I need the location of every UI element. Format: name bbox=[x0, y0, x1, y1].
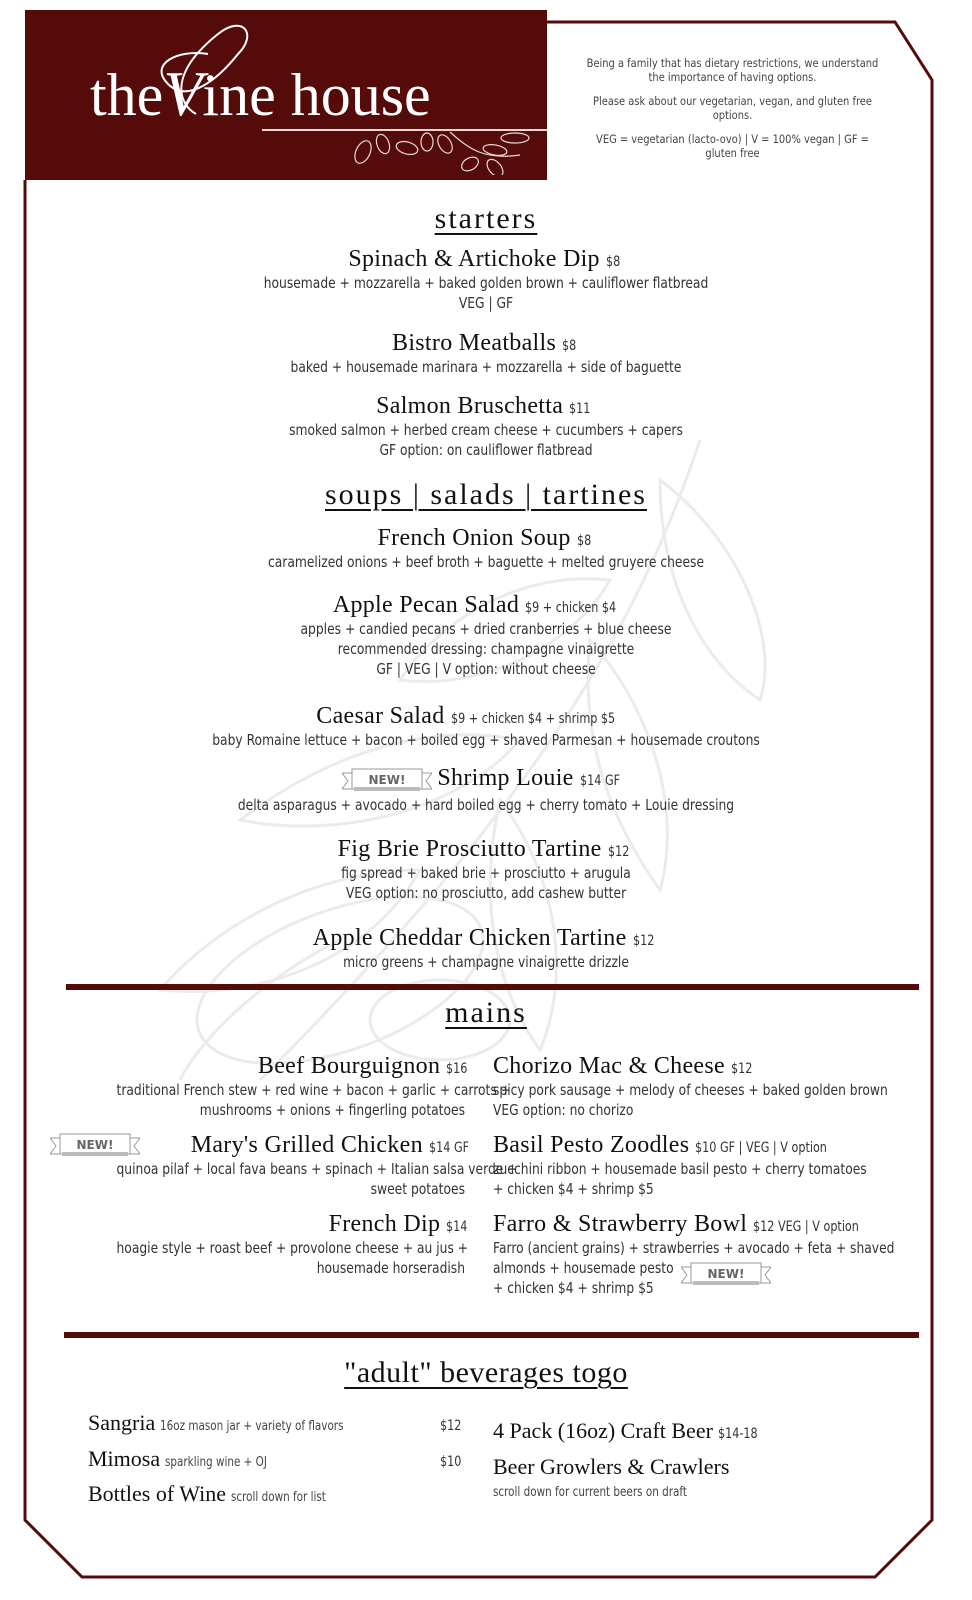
section-title-beverages: "adult" beverages togo bbox=[344, 1356, 628, 1389]
menu-item bbox=[0, 330, 972, 377]
item-price: $12 VEG | V option bbox=[753, 1219, 860, 1235]
item-name: French Onion Soup bbox=[377, 525, 571, 551]
item-price: $14 bbox=[446, 1219, 468, 1235]
item-desc: almonds + housemade pesto bbox=[493, 1259, 674, 1277]
item-desc: zucchini ribbon + housemade basil pesto + cherry tomatoes bbox=[493, 1160, 867, 1178]
menu-item bbox=[493, 1211, 933, 1298]
beverage-item bbox=[88, 1446, 293, 1472]
item-price: $16 bbox=[446, 1061, 468, 1077]
item-price: $8 bbox=[605, 254, 621, 270]
item-price: $10 GF | VEG | V option bbox=[695, 1140, 828, 1156]
beverage-name: Beer Growlers & Crawlers bbox=[493, 1454, 730, 1479]
new-ribbon-icon bbox=[50, 1132, 140, 1160]
item-desc: baked + housemade marinara + mozzarella + side of baguette bbox=[290, 358, 682, 376]
svg-text:NEW!: NEW! bbox=[76, 1138, 114, 1152]
item-desc: hoagie style + roast beef + provolone cheese + au jus + bbox=[116, 1239, 469, 1257]
menu-item bbox=[40, 1132, 518, 1199]
logo-text-vinehouse: ine house bbox=[202, 62, 431, 128]
new-ribbon-icon bbox=[342, 767, 432, 795]
svg-text:NEW!: NEW! bbox=[368, 772, 406, 787]
new-badge bbox=[681, 1261, 771, 1289]
logo-swash-icon bbox=[148, 14, 268, 124]
intro-family-note: Being a family that has dietary restrictions, we understand the importance of having options. bbox=[586, 56, 879, 84]
item-tags: GF | VEG | V option: without cheese bbox=[376, 660, 596, 678]
item-option: VEG option: no prosciutto, add cashew butter bbox=[345, 884, 627, 902]
menu-item bbox=[493, 1132, 933, 1199]
item-price: $14 GF bbox=[428, 1140, 469, 1156]
menu-item bbox=[40, 1053, 511, 1120]
beverages-section bbox=[0, 1356, 972, 1390]
beverage-name: Mimosa bbox=[88, 1446, 161, 1471]
dietary-legend: VEG = vegetarian (lacto-ovo) | V = 100% vegan | GF = gluten free bbox=[596, 132, 869, 160]
item-desc: micro greens + champagne vinaigrette drizzle bbox=[343, 953, 629, 971]
menu-item bbox=[0, 525, 972, 572]
item-name: French Dip bbox=[328, 1211, 441, 1237]
menu-item bbox=[0, 592, 972, 679]
item-desc: fig spread + baked brie + prosciutto + arugula bbox=[341, 864, 631, 882]
beverage-name: Sangria bbox=[88, 1410, 156, 1435]
item-desc: sweet potatoes bbox=[370, 1180, 465, 1198]
new-badge bbox=[342, 767, 432, 795]
item-desc: baby Romaine lettuce + bacon + boiled egg + shaved Parmesan + housemade croutons bbox=[212, 731, 760, 749]
item-price: $9 + chicken $4 + shrimp $5 bbox=[450, 711, 615, 727]
beverage-name: Bottles of Wine bbox=[88, 1481, 227, 1506]
item-addons: + chicken $4 + shrimp $5 bbox=[493, 1279, 654, 1297]
item-name: Shrimp Louie bbox=[437, 765, 574, 791]
item-price: $12 bbox=[632, 933, 654, 949]
beverage-price: $12 bbox=[440, 1418, 462, 1434]
menu-item bbox=[40, 1211, 469, 1278]
item-desc: mushrooms + onions + fingerling potatoes bbox=[199, 1101, 466, 1119]
vine-leaves-icon bbox=[345, 130, 535, 175]
item-name: Spinach & Artichoke Dip bbox=[348, 246, 600, 272]
item-price: $9 + chicken $4 bbox=[525, 600, 617, 616]
item-option: GF option: on cauliflower flatbread bbox=[379, 441, 593, 459]
item-name: Fig Brie Prosciutto Tartine bbox=[337, 836, 602, 862]
item-name: Mary's Grilled Chicken bbox=[190, 1132, 423, 1158]
logo-text-the: the bbox=[90, 62, 164, 128]
svg-text:NEW!: NEW! bbox=[707, 1267, 745, 1281]
menu-item bbox=[0, 393, 972, 460]
item-name: Beef Bourguignon bbox=[257, 1053, 441, 1079]
item-price: $14 GF bbox=[579, 773, 620, 789]
beverage-item bbox=[88, 1481, 350, 1507]
beverage-price: $14-18 bbox=[718, 1426, 758, 1442]
item-price: $12 bbox=[730, 1061, 753, 1077]
mains-left-column bbox=[40, 1053, 518, 1290]
item-desc: housemade + mozzarella + baked golden brown + cauliflower flatbread bbox=[263, 274, 709, 292]
item-tags: VEG | GF bbox=[458, 294, 514, 312]
section-divider bbox=[64, 1332, 919, 1338]
item-name: Apple Cheddar Chicken Tartine bbox=[312, 925, 627, 951]
item-price: $8 bbox=[562, 338, 577, 354]
item-name: Chorizo Mac & Cheese bbox=[493, 1053, 725, 1079]
section-title-mains: mains bbox=[445, 996, 527, 1029]
item-name: Salmon Bruschetta bbox=[376, 393, 564, 419]
item-name: Farro & Strawberry Bowl bbox=[493, 1211, 748, 1237]
item-name: Basil Pesto Zoodles bbox=[493, 1132, 690, 1158]
menu-item bbox=[0, 765, 972, 815]
menu-item bbox=[0, 836, 972, 903]
item-price: $12 bbox=[607, 844, 629, 860]
beverage-desc: scroll down for list bbox=[231, 1490, 327, 1505]
item-addons: + chicken $4 + shrimp $5 bbox=[493, 1180, 654, 1198]
item-price: $8 bbox=[576, 533, 591, 549]
beverage-desc: scroll down for current beers on draft bbox=[493, 1485, 687, 1500]
item-name: Caesar Salad bbox=[316, 703, 445, 729]
intro-text bbox=[584, 56, 881, 170]
restaurant-logo bbox=[90, 58, 431, 129]
item-desc: delta asparagus + avocado + hard boiled egg + cherry tomato + Louie dressing bbox=[237, 795, 735, 814]
new-ribbon-icon bbox=[681, 1261, 771, 1289]
item-desc: traditional French stew + red wine + bacon + garlic + carrots + bbox=[116, 1081, 511, 1099]
menu-item bbox=[0, 703, 972, 750]
new-badge bbox=[50, 1132, 140, 1160]
beverage-item bbox=[493, 1454, 729, 1480]
beverage-price: $10 bbox=[440, 1454, 462, 1470]
mains-right-column bbox=[493, 1053, 933, 1310]
mains-section bbox=[0, 996, 972, 1030]
menu-item bbox=[0, 925, 972, 972]
item-desc: housemade horseradish bbox=[316, 1259, 465, 1277]
item-desc: apples + candied pecans + dried cranberries + blue cheese bbox=[300, 620, 672, 638]
item-price: $11 bbox=[569, 401, 591, 417]
logo-text-v: V bbox=[163, 58, 203, 129]
item-dressing: recommended dressing: champagne vinaigrette bbox=[337, 640, 635, 658]
section-divider bbox=[66, 984, 919, 990]
soups-section bbox=[0, 478, 972, 512]
beverage-item bbox=[88, 1410, 390, 1436]
beverage-desc: 16oz mason jar + variety of flavors bbox=[160, 1419, 344, 1434]
item-desc: caramelized onions + beef broth + baguette + melted gruyere cheese bbox=[267, 553, 705, 571]
beverage-note bbox=[493, 1481, 735, 1500]
item-name: Bistro Meatballs bbox=[392, 330, 557, 356]
section-title-starters: starters bbox=[434, 202, 538, 235]
item-name: Apple Pecan Salad bbox=[332, 592, 520, 618]
menu-item bbox=[493, 1053, 933, 1120]
menu-item bbox=[0, 246, 972, 313]
beverage-name: 4 Pack (16oz) Craft Beer bbox=[493, 1418, 713, 1443]
section-title-soups-salads-tartines: soups | salads | tartines bbox=[325, 478, 647, 511]
beverage-item bbox=[493, 1418, 768, 1444]
intro-options-note: Please ask about our vegetarian, vegan, and gluten free options. bbox=[593, 94, 872, 122]
item-desc: spicy pork sausage + melody of cheeses + baked golden brown bbox=[493, 1081, 888, 1099]
beverage-desc: sparkling wine + OJ bbox=[165, 1455, 268, 1470]
item-option: VEG option: no chorizo bbox=[493, 1101, 634, 1119]
item-desc: quinoa pilaf + local fava beans + spinach + Italian salsa verde + bbox=[116, 1160, 518, 1178]
item-desc: Farro (ancient grains) + strawberries + avocado + feta + shaved bbox=[493, 1239, 895, 1257]
item-desc: smoked salmon + herbed cream cheese + cucumbers + capers bbox=[289, 421, 683, 439]
starters-section bbox=[0, 202, 972, 236]
